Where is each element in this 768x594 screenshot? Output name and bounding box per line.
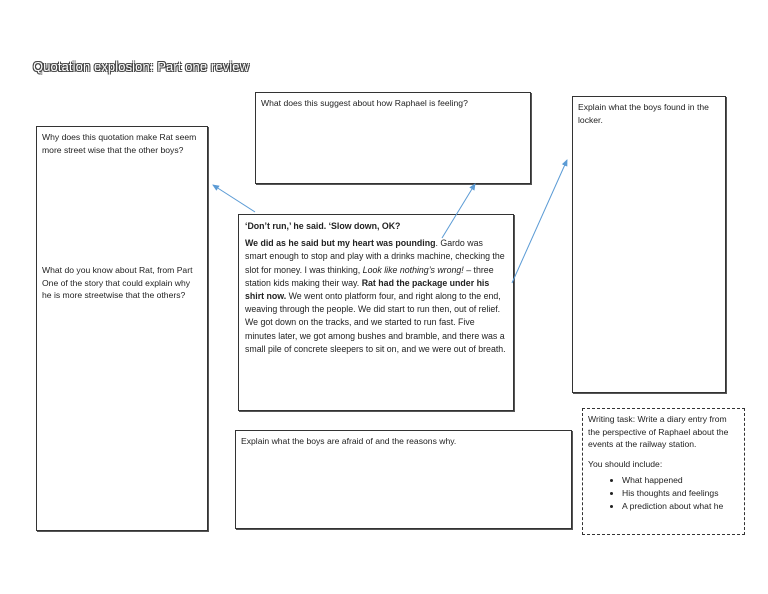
list-item: • His thoughts and feelings: [622, 487, 739, 500]
streetwise-question-text: Why does this quotation make Rat seem more street wise that the other boys?: [42, 132, 197, 155]
locker-question-text: Explain what the boys found in the locker.: [578, 102, 709, 125]
quotation-text-1: . Gardo was smart enough to stop and play with a drinks machine, checking the slot for money. I was thinking,: [245, 238, 505, 275]
writing-task-list: [588, 474, 739, 513]
quotation-bold-2: Rat had the package under his shirt now.: [245, 277, 490, 302]
feeling-question-text: What does this suggest about how Raphael is feeling?: [261, 98, 468, 108]
quotation-box: [238, 214, 514, 411]
quotation-text-2: – three station kids making their way.: [245, 264, 494, 288]
arrow-to-rat-box: [213, 185, 255, 212]
quotation-bold-1: We did as he said but my heart was pounding: [245, 238, 436, 249]
feeling-question-box: [255, 92, 531, 184]
rat-questions-box: [36, 126, 208, 531]
rat-background-question-text: What do you know about Rat, from Part One of the story that could explain why he is more streetwise that the others?: [42, 265, 193, 301]
locker-question-box: [572, 96, 726, 393]
quotation-heading: ‘Don’t run,’ he said. ‘Slow down, OK?: [245, 221, 401, 231]
quotation-text-3: We went onto platform four, and right along to the end, weaving through the people. We did start to run then, out of relief. We got down on the tracks, and we started to run fast. Five minutes later, we got among bushes and bramble, and there was a small pile of concrete sleepers to sit on, and we were out of breath.: [245, 291, 506, 354]
list-item: • A prediction about what he: [622, 500, 739, 513]
page-title: Quotation explosion: Part one review: [33, 59, 250, 74]
quotation-paragraph: [245, 237, 507, 356]
fears-question-text: Explain what the boys are afraid of and the reasons why.: [241, 436, 457, 446]
quotation-italic: Look like nothing’s wrong!: [362, 264, 464, 275]
list-item: • What happened: [622, 474, 739, 487]
writing-task-include-label: You should include:: [588, 458, 663, 469]
writing-task-box: [582, 408, 745, 535]
writing-task-intro: Writing task: Write a diary entry from the perspective of Raphael about the events at the railway station.: [588, 414, 729, 450]
fears-question-box: [235, 430, 572, 529]
